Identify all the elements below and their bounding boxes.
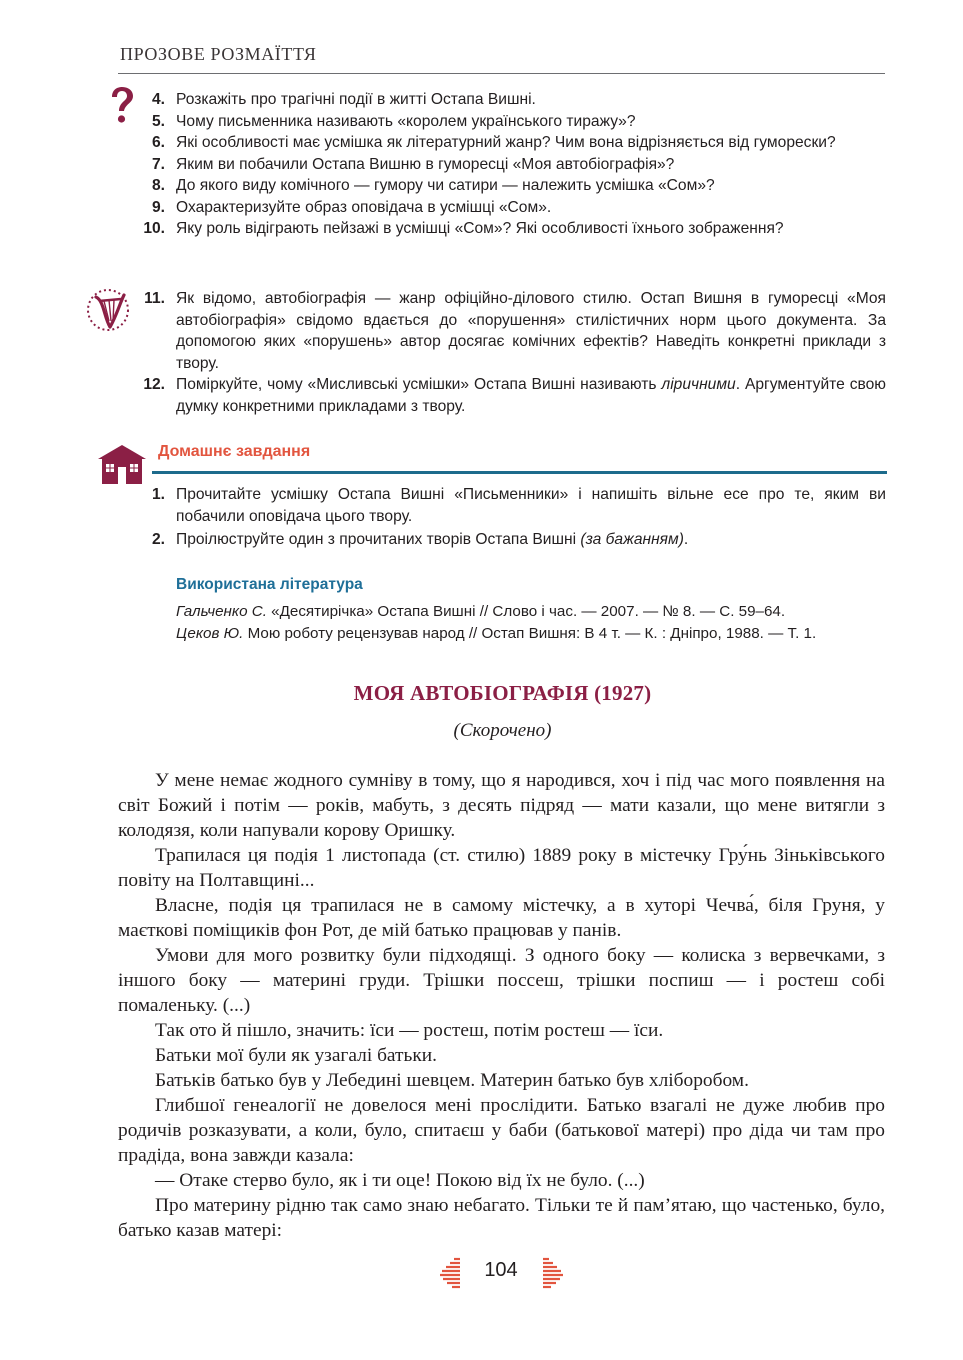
work-text [118, 768, 885, 1243]
question-item [130, 89, 886, 111]
work-subtitle: (Скорочено) [453, 720, 552, 741]
creative-question-list [130, 288, 886, 417]
paragraph: — Отаке стерво було, як і ти оце! Покою від їх не було. (...) [155, 1170, 645, 1191]
paragraph: Глибшої генеалогії не довелося мені прослідити. Батько взагалі не дуже любив про родичів розказувати, а коли, було, спитаєш у баби (батькової матері) про діда чи там про прадіда, вона завжди казала: [118, 1095, 885, 1166]
homework-text: . [683, 531, 689, 548]
paragraph: Про материну рідню так само знаю небагато. Тільки те й пам’ятаю, що частенько, було, батько казав матері: [118, 1195, 885, 1241]
literature-author: Гальченко С. [176, 603, 267, 620]
question-number: 7. [151, 155, 165, 173]
question-number: 12. [143, 376, 165, 393]
right-ornament-icon [541, 1256, 565, 1290]
question-list [130, 89, 886, 240]
paragraph: Так ото й пішло, значить: їси — ростеш, потім ростеш — їси. [155, 1020, 664, 1041]
literature-author: Цеков Ю. [176, 624, 244, 642]
header-rule [118, 73, 885, 74]
homework-number: 2. [151, 531, 165, 548]
question-text: До якого виду комічного — гумору чи сатири — належить усмішка «Сом»? [176, 177, 715, 194]
homework-title: Домашнє завдання [158, 443, 311, 460]
question-item [130, 132, 886, 154]
question-number: 6. [151, 134, 165, 151]
question-number: 5. [151, 112, 165, 130]
question-item [130, 374, 886, 417]
question-number: 10. [143, 220, 165, 237]
question-number: 9. [151, 198, 165, 216]
question-text: Поміркуйте, чому «Мисливські усмішки» Остапа Вишні називають [176, 376, 662, 393]
question-number: 11. [144, 290, 165, 307]
paragraph: Власне, подія ця трапилася не в самому містечку, а в хуторі Чечва́, біля Груня, у маєткові поміщиків фон Рот, де мій батько працював у панів. [118, 895, 885, 941]
question-text: Чому письменника називають «королем українського тиражу»? [176, 112, 636, 130]
question-text: . Аргументуйте свою думку конкретними прикладами з твору. [176, 376, 886, 415]
question-item [130, 218, 886, 240]
question-text: Розкажіть про трагічні події в житті Остапа Вишні. [176, 91, 536, 108]
question-item [130, 175, 886, 197]
literature-reference: «Десятирічка» Остапа Вишні // Слово і час. — 2007. — № 8. — С. 59–64. [266, 603, 786, 620]
paragraph: У мене немає жодного сумніву в тому, що я народився, хоч і під час мого появлення на світ Божий і потім — років, мабуть, з десять підряд — мати казали, що мене витягли з колодязя, коли напували корову Оришку. [118, 770, 885, 841]
literature-item [176, 601, 888, 623]
question-text: Як відомо, автобіографія — жанр офіційно-ділового стилю. Остап Вишня в гуморесці «Моя автобіографія» свідомо вдається до «порушення» стилістичних норм цього документа. За допомогою яких «порушень» автор досягає комічних ефектів? Наведіть конкретні приклади з твору. [176, 290, 886, 372]
homework-text: Проілюструйте один з прочитаних творів Остапа Вишні [176, 531, 581, 548]
literature-list [176, 601, 888, 644]
literature-item [176, 623, 888, 645]
question-text-italic: ліричними [661, 376, 736, 393]
homework-item [130, 484, 886, 527]
homework-text: Прочитайте усмішку Остапа Вишні «Письменники» і напишіть вільне есе про те, яким ви побачили оповідача цього твору. [176, 486, 886, 525]
running-header: ПРОЗОВЕ РОЗМАЇТТЯ [120, 44, 317, 64]
literature-title: Використана література [176, 576, 363, 593]
question-text: Охарактеризуйте образ оповідача в усмішці «Сом». [176, 198, 552, 216]
paragraph: Трапилася ця подія 1 листопада (ст. стилю) 1889 року в містечку Гру́нь Зіньківського повіту на Полтавщині... [118, 845, 885, 891]
question-text: Які особливості має усмішка як літературний жанр? Чим вона відрізняється від гуморески? [176, 134, 836, 151]
page-number: 104 [484, 1259, 518, 1281]
question-number: 4. [151, 91, 165, 108]
house-icon [96, 443, 148, 485]
question-item [130, 197, 886, 219]
left-ornament-icon [438, 1256, 462, 1290]
lyre-icon [84, 287, 134, 333]
homework-item [130, 529, 886, 551]
homework-number: 1. [151, 486, 165, 503]
question-item [130, 288, 886, 374]
homework-text-italic: (за бажанням) [580, 531, 684, 548]
question-text: Яким ви побачили Остапа Вишню в гуморесці «Моя автобіографія»? [176, 155, 675, 173]
homework-list [130, 484, 886, 551]
paragraph: Умови для мого розвитку були підходящі. З одного боку — колиска з вервечками, з іншого боку — материні груди. Трішки поссеш, трішки поспиш — і ростеш собі помаленьку. (...) [118, 945, 885, 1016]
paragraph: Батьки мої були як узагалі батьки. [155, 1045, 437, 1066]
work-title: МОЯ АВТОБІОГРАФІЯ (1927) [353, 681, 652, 705]
question-number: 8. [151, 177, 165, 194]
question-text: Яку роль відіграють пейзажі в усмішці «Сом»? Які особливості їхнього зображення? [176, 220, 784, 237]
question-item [130, 154, 886, 176]
homework-rule [152, 471, 887, 474]
question-item [130, 111, 886, 133]
literature-reference: Мою роботу рецензував народ // Остап Вишня: В 4 т. — К. : Дніпро, 1988. — Т. 1. [243, 624, 817, 642]
paragraph: Батьків батько був у Лебедині шевцем. Материн батько був хліборобом. [155, 1070, 749, 1091]
